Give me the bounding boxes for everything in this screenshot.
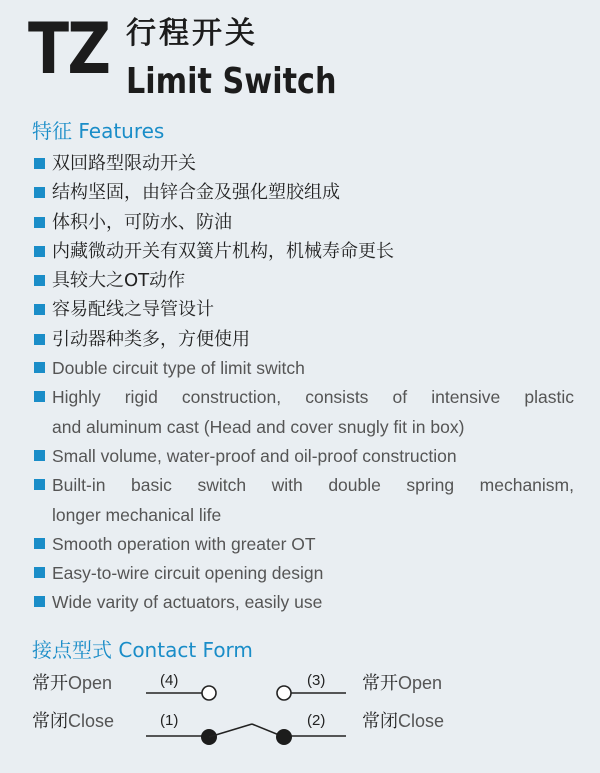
close-label-right: 常闭Close — [362, 711, 445, 732]
close-right-terminal-icon — [276, 729, 292, 745]
feature-en-item: Smooth operation with greater OT — [34, 530, 574, 559]
feature-en-item: Highly rigid construction, consists of intensive plastic and aluminum cast (Head and cover snugly fit in box) — [34, 383, 574, 442]
terminal-1-label: (1) — [160, 712, 179, 729]
open-label-right: 常开Open — [362, 673, 443, 694]
feature-cn-item: 双回路型限动开关 — [34, 149, 574, 178]
feature-en-item: Small volume, water-proof and oil-proof construction — [34, 442, 574, 471]
feature-en-item: Easy-to-wire circuit opening design — [34, 559, 574, 588]
feature-cn-item: 容易配线之导管设计 — [34, 295, 574, 324]
terminal-2-label: (2) — [307, 712, 326, 729]
open-left-terminal-icon — [202, 686, 216, 700]
feature-en-item: Built-in basic switch with double spring mechanism, longer mechanical life — [34, 471, 574, 530]
terminal-4-label: (4) — [160, 672, 179, 689]
title-english: Limit Switch — [126, 61, 337, 102]
close-contact-blade — [209, 724, 252, 737]
features-heading: 特征 Features — [32, 119, 165, 143]
open-right-terminal-icon — [277, 686, 291, 700]
feature-cn-item: 引动器种类多，方便使用 — [34, 325, 574, 354]
feature-cn-item: 内藏微动开关有双簧片机构，机械寿命更长 — [34, 237, 574, 266]
close-label-left: 常闭Close — [32, 711, 115, 732]
feature-cn-item: 具较大之OT动作 — [34, 266, 574, 295]
feature-cn-item: 结构坚固，由锌合金及强化塑胶组成 — [34, 178, 574, 207]
terminal-3-label: (3) — [307, 672, 326, 689]
product-code: TZ — [28, 8, 110, 90]
contact-form-heading: 接点型式 Contact Form — [32, 638, 253, 662]
open-label-left: 常开Open — [32, 673, 113, 694]
feature-en-item: Double circuit type of limit switch — [34, 354, 574, 383]
title-chinese: 行程开关 — [126, 16, 258, 51]
feature-en-item: Wide varity of actuators, easily use — [34, 588, 574, 617]
feature-cn-item: 体积小，可防水、防油 — [34, 208, 574, 237]
